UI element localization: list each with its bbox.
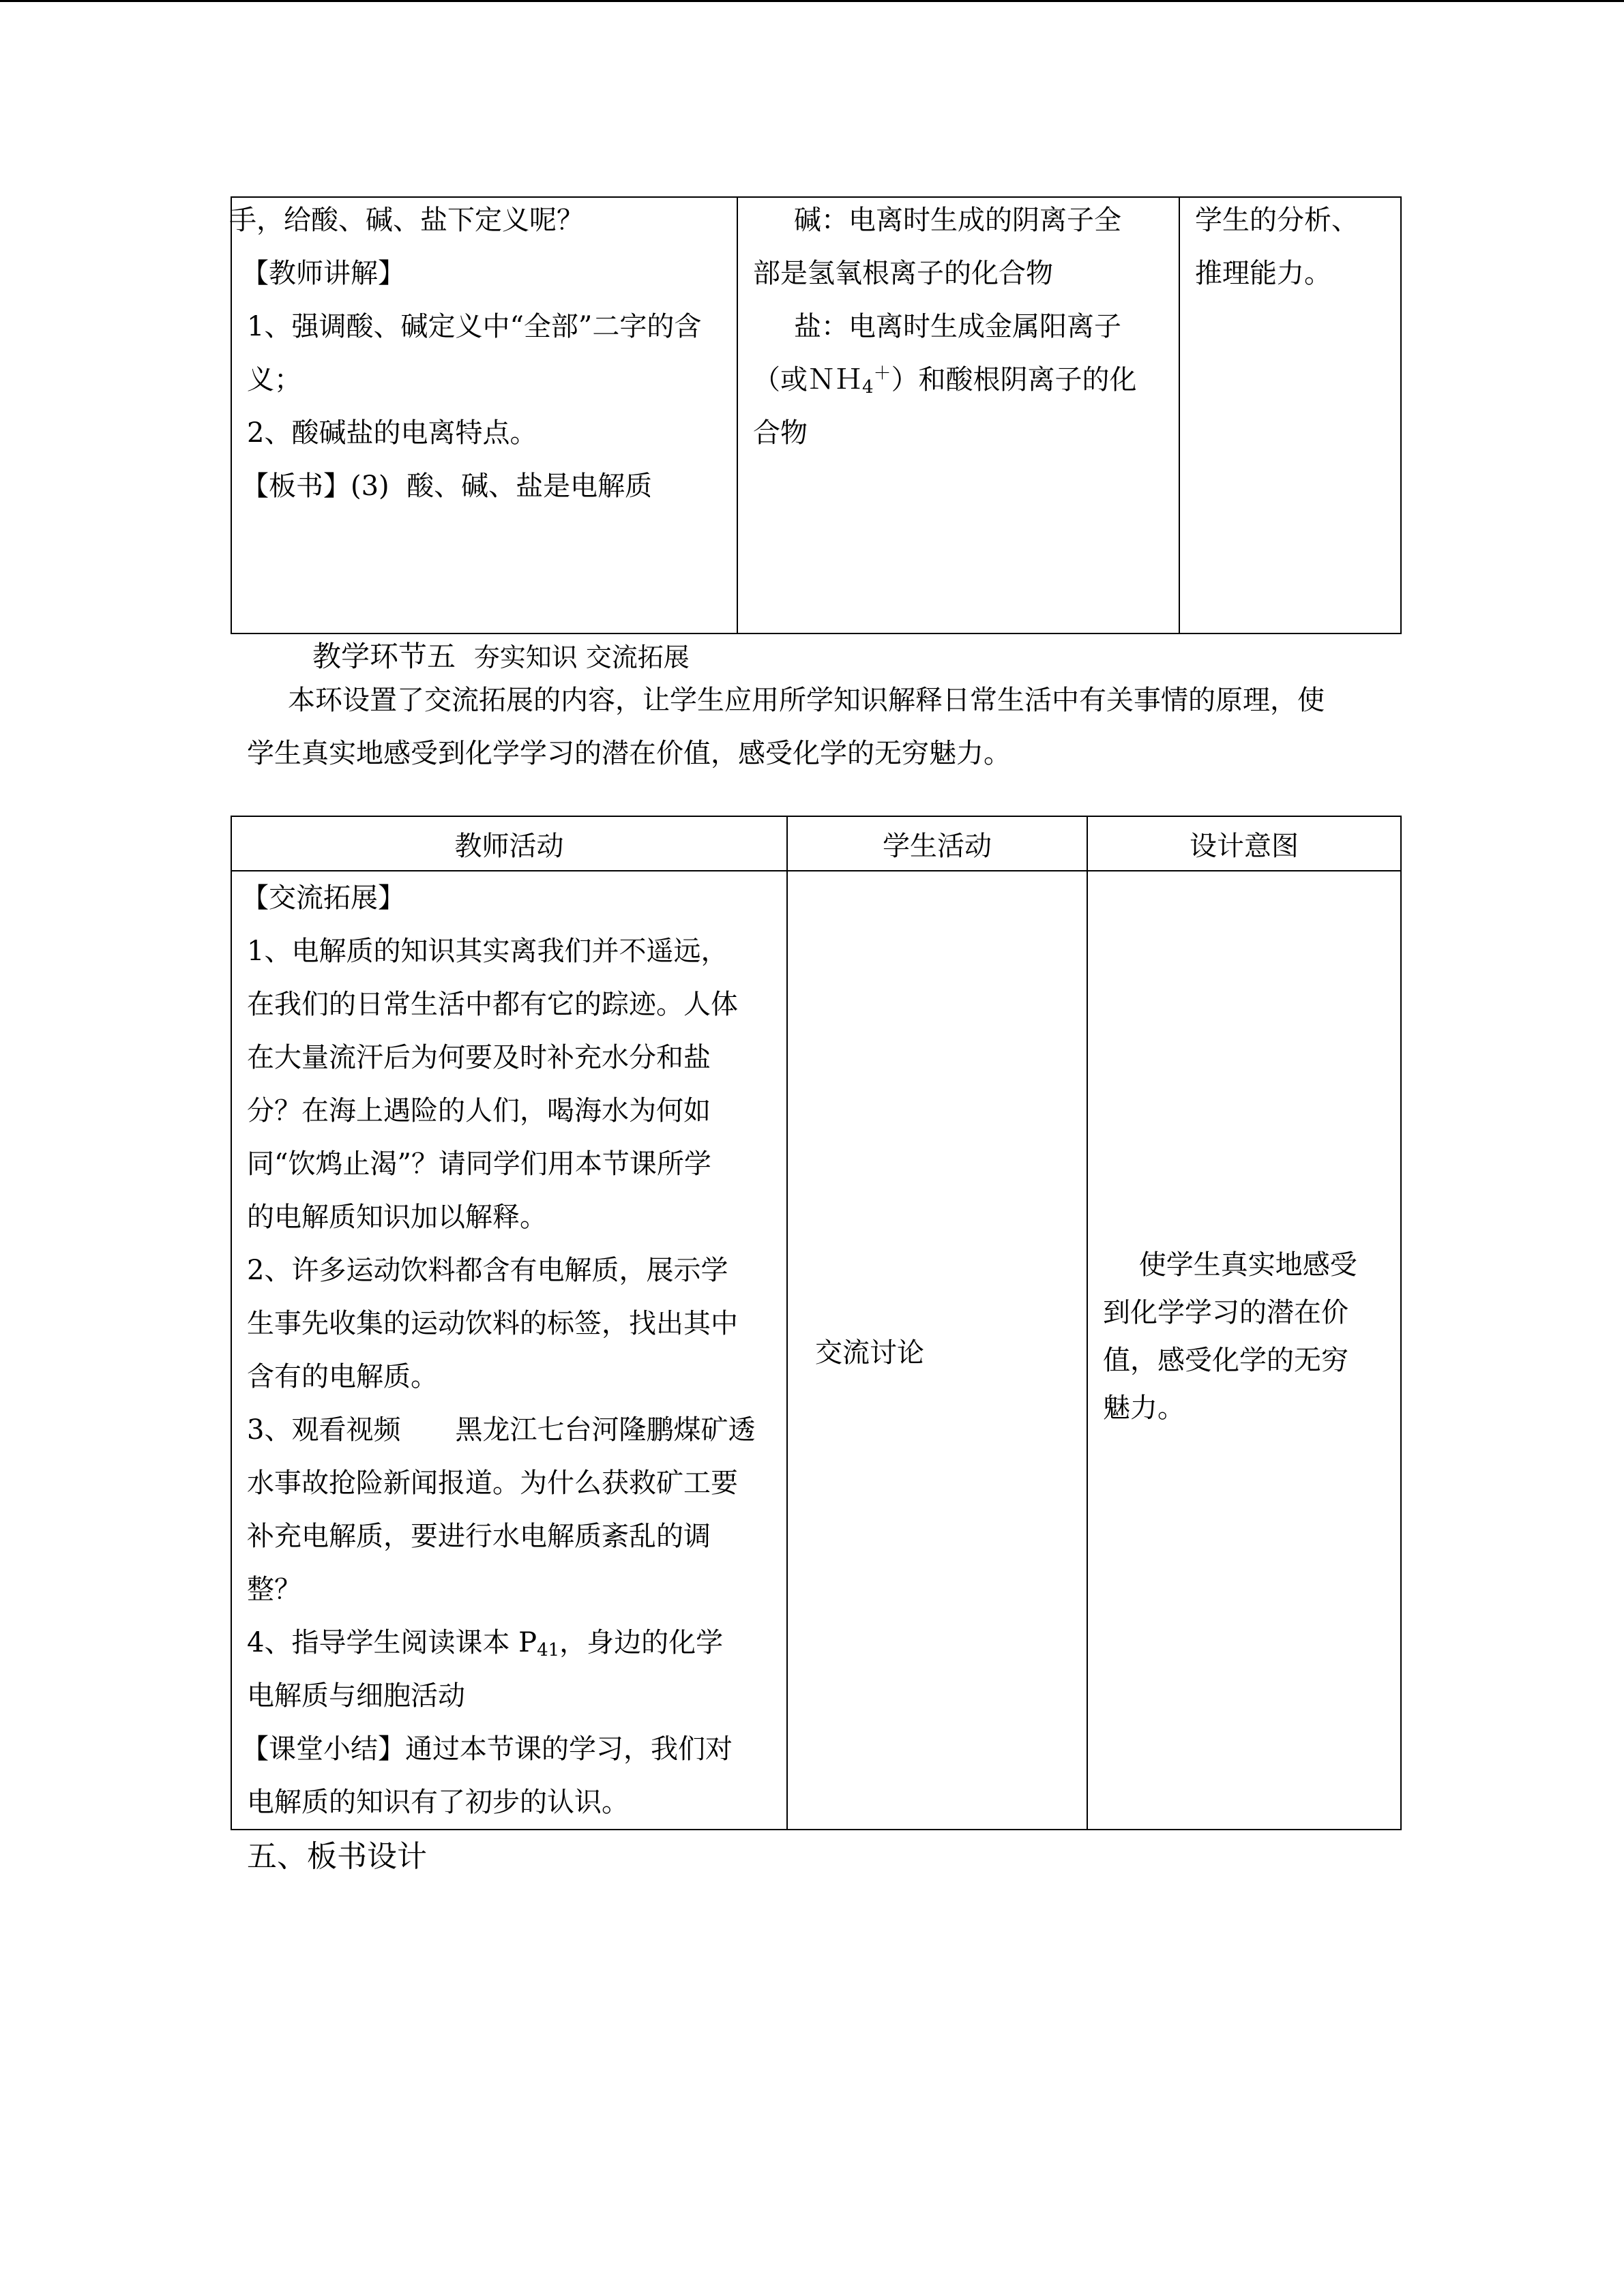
intent-line: 魅力。	[1103, 1392, 1185, 1424]
board-design-heading: 五、板书设计	[247, 1839, 427, 1874]
section-title: 教学环节五	[312, 640, 456, 673]
base-definition-cont: 部是氢氧根离子的化合物	[753, 258, 1053, 289]
teacher-line: 整？	[247, 1574, 301, 1605]
class-summary-cont: 电解质的知识有了初步的认识。	[247, 1787, 629, 1818]
header-teacher-activity: 教师活动	[231, 816, 787, 871]
header-student-activity: 学生活动	[787, 816, 1087, 871]
paragraph-line-1: 本环设置了交流拓展的内容，让学生应用所学知识解释日常生活中有关事情的原理，使	[288, 685, 1325, 716]
question-line: 手，给酸、碱、盐下定义呢？	[229, 205, 584, 236]
item4-tail: ，身边的化学	[559, 1627, 724, 1658]
teacher-line: 电解质与细胞活动	[247, 1680, 465, 1712]
teacher-line: 3、观看视频 黑龙江七台河隆鹏煤矿透	[247, 1414, 756, 1446]
salt-paren-text: （或ＮＨ	[753, 364, 862, 396]
teacher-line: 1、电解质的知识其实离我们并不遥远，	[247, 936, 728, 967]
base-definition: 碱：电离时生成的阴离子全	[794, 205, 1121, 236]
student-activity-cell	[737, 197, 1179, 633]
design-intent-cell	[1087, 871, 1401, 1830]
table-continued	[231, 196, 1402, 634]
teacher-line: 2、许多运动饮料都含有电解质，展示学	[247, 1255, 728, 1286]
student-activity-cell	[787, 871, 1087, 1830]
teacher-line: 分？在海上遇险的人们，喝海水为何如	[247, 1095, 711, 1127]
salt-tail-text: ）和酸根阴离子的化	[891, 364, 1137, 396]
intent-line-2: 推理能力。	[1195, 258, 1331, 289]
teacher-explain-label: 【教师讲解】	[241, 258, 405, 289]
intent-line: 值，感受化学的无穷	[1103, 1345, 1348, 1376]
teacher-line: 在我们的日常生活中都有它的踪迹。人体	[247, 989, 738, 1020]
page-top-rule	[0, 0, 1624, 2]
intent-line: 使学生真实地感受	[1103, 1249, 1357, 1281]
activity-table	[231, 816, 1402, 1830]
ammonium-charge: ＋	[873, 363, 891, 384]
page-subscript: 41	[537, 1640, 560, 1660]
teacher-line: 补充电解质，要进行水电解质紊乱的调	[247, 1521, 711, 1552]
board-text: 酸、碱、盐是电解质	[407, 471, 653, 502]
teacher-line: 同“饮鸩止渴”？请同学们用本节课所学	[247, 1148, 711, 1180]
teacher-line: 的电解质知识加以解释。	[247, 1202, 547, 1233]
point-1: 1、强调酸、碱定义中“全部”二字的含	[247, 311, 702, 342]
class-summary: 【课堂小结】通过本节课的学习，我们对	[241, 1733, 733, 1765]
board-number: (3)	[351, 471, 389, 502]
teacher-line: 生事先收集的运动饮料的标签，找出其中	[247, 1308, 738, 1339]
point-2: 2、酸碱盐的电离特点。	[247, 417, 537, 449]
student-discussion: 交流讨论	[815, 1337, 924, 1369]
section-paragraph	[247, 674, 1325, 780]
section-heading	[312, 634, 690, 675]
salt-definition-cont	[753, 353, 1179, 406]
item4-text: 4、指导学生阅读课本 P	[247, 1627, 537, 1658]
design-intent-cell	[1179, 197, 1401, 633]
teacher-line: 含有的电解质。	[247, 1361, 438, 1392]
section-subtitle: 夯实知识 交流拓展	[473, 642, 690, 672]
exchange-label: 【交流拓展】	[241, 882, 405, 914]
teacher-activity-cell	[231, 871, 787, 1830]
salt-definition: 盐：电离时生成金属阳离子	[794, 311, 1121, 342]
point-1-cont: 义；	[247, 364, 301, 396]
ammonium-subscript: 4	[862, 377, 874, 398]
board-note	[241, 460, 737, 513]
intent-line: 到化学学习的潜在价	[1103, 1297, 1348, 1328]
header-design-intent: 设计意图	[1087, 816, 1401, 871]
salt-definition-end: 合物	[753, 417, 808, 449]
teacher-activity-cell	[231, 197, 737, 633]
teacher-line: 在大量流汗后为何要及时补充水分和盐	[247, 1042, 711, 1073]
intent-line-1: 学生的分析、	[1195, 205, 1359, 236]
paragraph-line-2: 学生真实地感受到化学学习的潜在价值，感受化学的无穷魅力。	[247, 738, 1011, 769]
board-label: 【板书】	[241, 471, 351, 502]
textbook-reading	[247, 1616, 786, 1669]
teacher-line: 水事故抢险新闻报道。为什么获救矿工要	[247, 1467, 738, 1499]
